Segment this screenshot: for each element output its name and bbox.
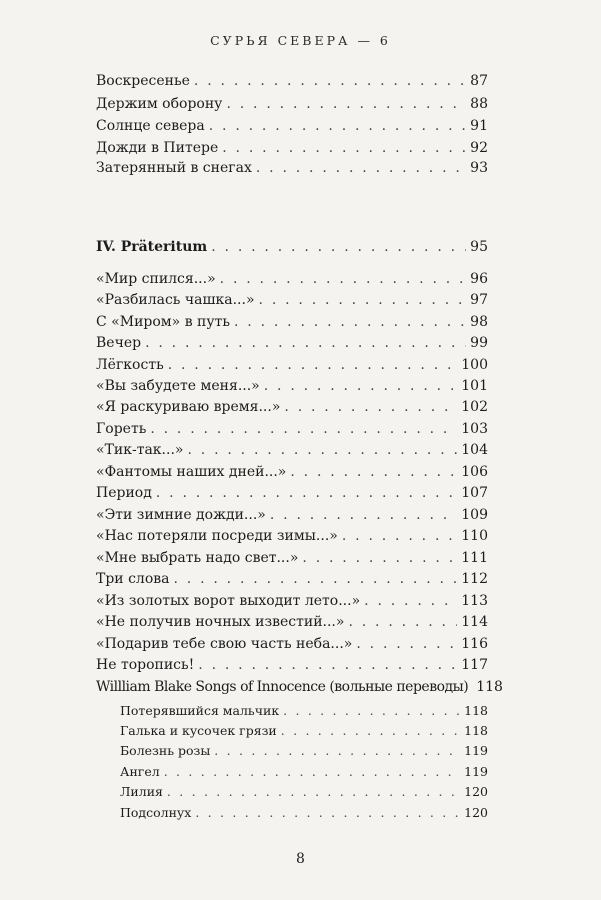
dot-leader <box>150 419 457 439</box>
dot-leader <box>214 741 460 761</box>
dot-leader <box>364 591 457 611</box>
toc-entry-title: «Эти зимние дожди...» <box>96 507 266 523</box>
toc-subentry <box>120 701 488 721</box>
toc-entry-page: 118 <box>476 679 503 695</box>
dot-leader <box>211 237 466 257</box>
toc-entry-page: 87 <box>470 73 488 89</box>
toc-entry-page: 116 <box>461 636 488 652</box>
toc-entry-title: «Я раскуриваю время...» <box>96 399 281 415</box>
toc-entry <box>96 677 503 697</box>
toc-entry-title: Дожди в Питере <box>96 140 219 156</box>
toc-entry <box>96 312 488 332</box>
toc-entry <box>96 505 488 525</box>
toc-entry-title: Willliam Blake Songs of Innocence (вольные переводы) <box>96 679 469 695</box>
toc-entry-title: «Мир спился...» <box>96 271 216 287</box>
toc-entry-page: 88 <box>470 96 488 112</box>
toc-entry-page: 109 <box>461 507 488 523</box>
toc-entry-page: 102 <box>461 399 488 415</box>
toc-entry-title: Ангел <box>120 764 160 779</box>
toc-entry-title: «Из золотых ворот выходит лето...» <box>96 593 361 609</box>
toc-entry-title: Потерявшийся мальчик <box>120 703 280 718</box>
toc-entry-title: «Тик-так...» <box>96 442 184 458</box>
toc-entry-title: «Подарив тебе свою часть неба...» <box>96 636 353 652</box>
toc-entry-title: Лилия <box>120 784 163 799</box>
toc-entry <box>96 397 488 417</box>
toc-entry <box>96 526 488 546</box>
toc-entry-title: Держим оборону <box>96 96 223 112</box>
toc-entry <box>96 655 488 675</box>
toc-entry-title: Период <box>96 485 152 501</box>
dot-leader <box>209 116 466 136</box>
dot-leader <box>264 376 458 396</box>
dot-leader <box>187 440 457 460</box>
toc-entry <box>96 269 488 289</box>
toc-entry-page: 99 <box>470 335 488 351</box>
toc-entry <box>96 462 488 482</box>
toc-entry <box>96 71 488 91</box>
dot-leader <box>195 803 460 823</box>
dot-leader <box>194 71 466 91</box>
toc-entry-title: Солнце севера <box>96 118 205 134</box>
toc-entry-title: «Нас потеряли посреди зимы...» <box>96 528 338 544</box>
toc-entry-page: 96 <box>470 271 488 287</box>
dot-leader <box>164 762 460 782</box>
toc-entry <box>96 290 488 310</box>
toc-entry-title: Три слова <box>96 571 170 587</box>
dot-leader <box>198 655 457 675</box>
dot-leader <box>234 312 466 332</box>
toc-entry-page: 106 <box>461 464 488 480</box>
toc-entry <box>96 634 488 654</box>
toc-entry-page: 107 <box>461 485 488 501</box>
toc-entry-title: Подсолнух <box>120 805 192 820</box>
dot-leader <box>222 138 466 158</box>
toc-entry-page: 101 <box>461 378 488 394</box>
dot-leader <box>284 397 457 417</box>
toc-entry <box>96 138 488 158</box>
toc-entry-page: 119 <box>464 764 488 779</box>
toc-entry-title: «Не получив ночных известий...» <box>96 614 345 630</box>
toc-entry-page: 112 <box>461 571 488 587</box>
toc-entry-title: Затерянный в снегах <box>96 160 252 176</box>
dot-leader <box>283 701 460 721</box>
toc-entry <box>96 419 488 439</box>
toc-subentry <box>120 782 488 802</box>
toc-subentry <box>120 762 488 782</box>
dot-leader <box>356 634 457 654</box>
toc-entry-page: 93 <box>470 160 488 176</box>
toc-entry-page: 120 <box>464 805 488 820</box>
toc-entry <box>96 376 488 396</box>
toc-section-heading <box>96 237 488 257</box>
toc-entry-title: Не торопись! <box>96 657 195 673</box>
dot-leader <box>270 505 457 525</box>
toc-entry-page: 111 <box>461 550 488 566</box>
toc-entry-title: «Вы забудете меня...» <box>96 378 260 394</box>
toc-entry <box>96 569 488 589</box>
toc-entry-title: «Разбилась чашка...» <box>96 292 255 308</box>
toc-entry <box>96 612 488 632</box>
toc-entry <box>96 333 488 353</box>
dot-leader <box>168 355 458 375</box>
toc-entry-title: Воскресенье <box>96 73 190 89</box>
toc-subentry <box>120 741 488 761</box>
toc-subentry <box>120 803 488 823</box>
toc-entry-title: Лёгкость <box>96 357 164 373</box>
toc-entry <box>96 158 488 178</box>
dot-leader <box>348 612 457 632</box>
toc-entry-page: 100 <box>461 357 488 373</box>
toc-entry-page: 92 <box>470 140 488 156</box>
dot-leader <box>167 782 460 802</box>
toc-entry <box>96 116 488 136</box>
toc-entry-page: 119 <box>464 743 488 758</box>
dot-leader <box>259 290 467 310</box>
toc-entry-page: 103 <box>461 421 488 437</box>
toc-entry-title: Гореть <box>96 421 147 437</box>
toc-entry <box>96 355 488 375</box>
page-number: 8 <box>296 851 305 867</box>
toc-entry <box>96 440 488 460</box>
dot-leader <box>302 548 457 568</box>
toc-entry-page: 95 <box>470 239 488 255</box>
dot-leader <box>226 94 466 114</box>
toc-entry-title: Галька и кусочек грязи <box>120 723 277 738</box>
dot-leader <box>156 483 457 503</box>
toc-entry-page: 117 <box>461 657 488 673</box>
dot-leader <box>342 526 457 546</box>
toc-entry-title: «Фантомы наших дней...» <box>96 464 287 480</box>
toc-entry-title: Болезнь розы <box>120 743 211 758</box>
toc-entry-title: «Мне выбрать надо свет...» <box>96 550 299 566</box>
toc-entry <box>96 483 488 503</box>
toc-entry-page: 113 <box>461 593 488 609</box>
toc-entry-page: 104 <box>461 442 488 458</box>
dot-leader <box>220 269 467 289</box>
toc-entry-title: С «Миром» в путь <box>96 314 230 330</box>
toc-section-title: IV. Präteritum <box>96 239 208 255</box>
toc-entry <box>96 591 488 611</box>
dot-leader <box>281 721 460 741</box>
toc-entry-page: 110 <box>461 528 488 544</box>
toc-entry-page: 97 <box>470 292 488 308</box>
toc-entry-page: 114 <box>461 614 488 630</box>
toc-subentry <box>120 721 488 741</box>
dot-leader <box>290 462 457 482</box>
toc-entry <box>96 94 488 114</box>
toc-entry-page: 98 <box>470 314 488 330</box>
toc-entry <box>96 548 488 568</box>
toc-entry-page: 120 <box>464 784 488 799</box>
toc-entry-page: 118 <box>464 703 488 718</box>
toc-entry-page: 118 <box>464 723 488 738</box>
toc-entry-title: Вечер <box>96 335 142 351</box>
running-head: СУРЬЯ СЕВЕРА — 6 <box>210 33 391 48</box>
dot-leader <box>256 158 466 178</box>
dot-leader <box>173 569 457 589</box>
toc-entry-page: 91 <box>470 118 488 134</box>
dot-leader <box>145 333 466 353</box>
